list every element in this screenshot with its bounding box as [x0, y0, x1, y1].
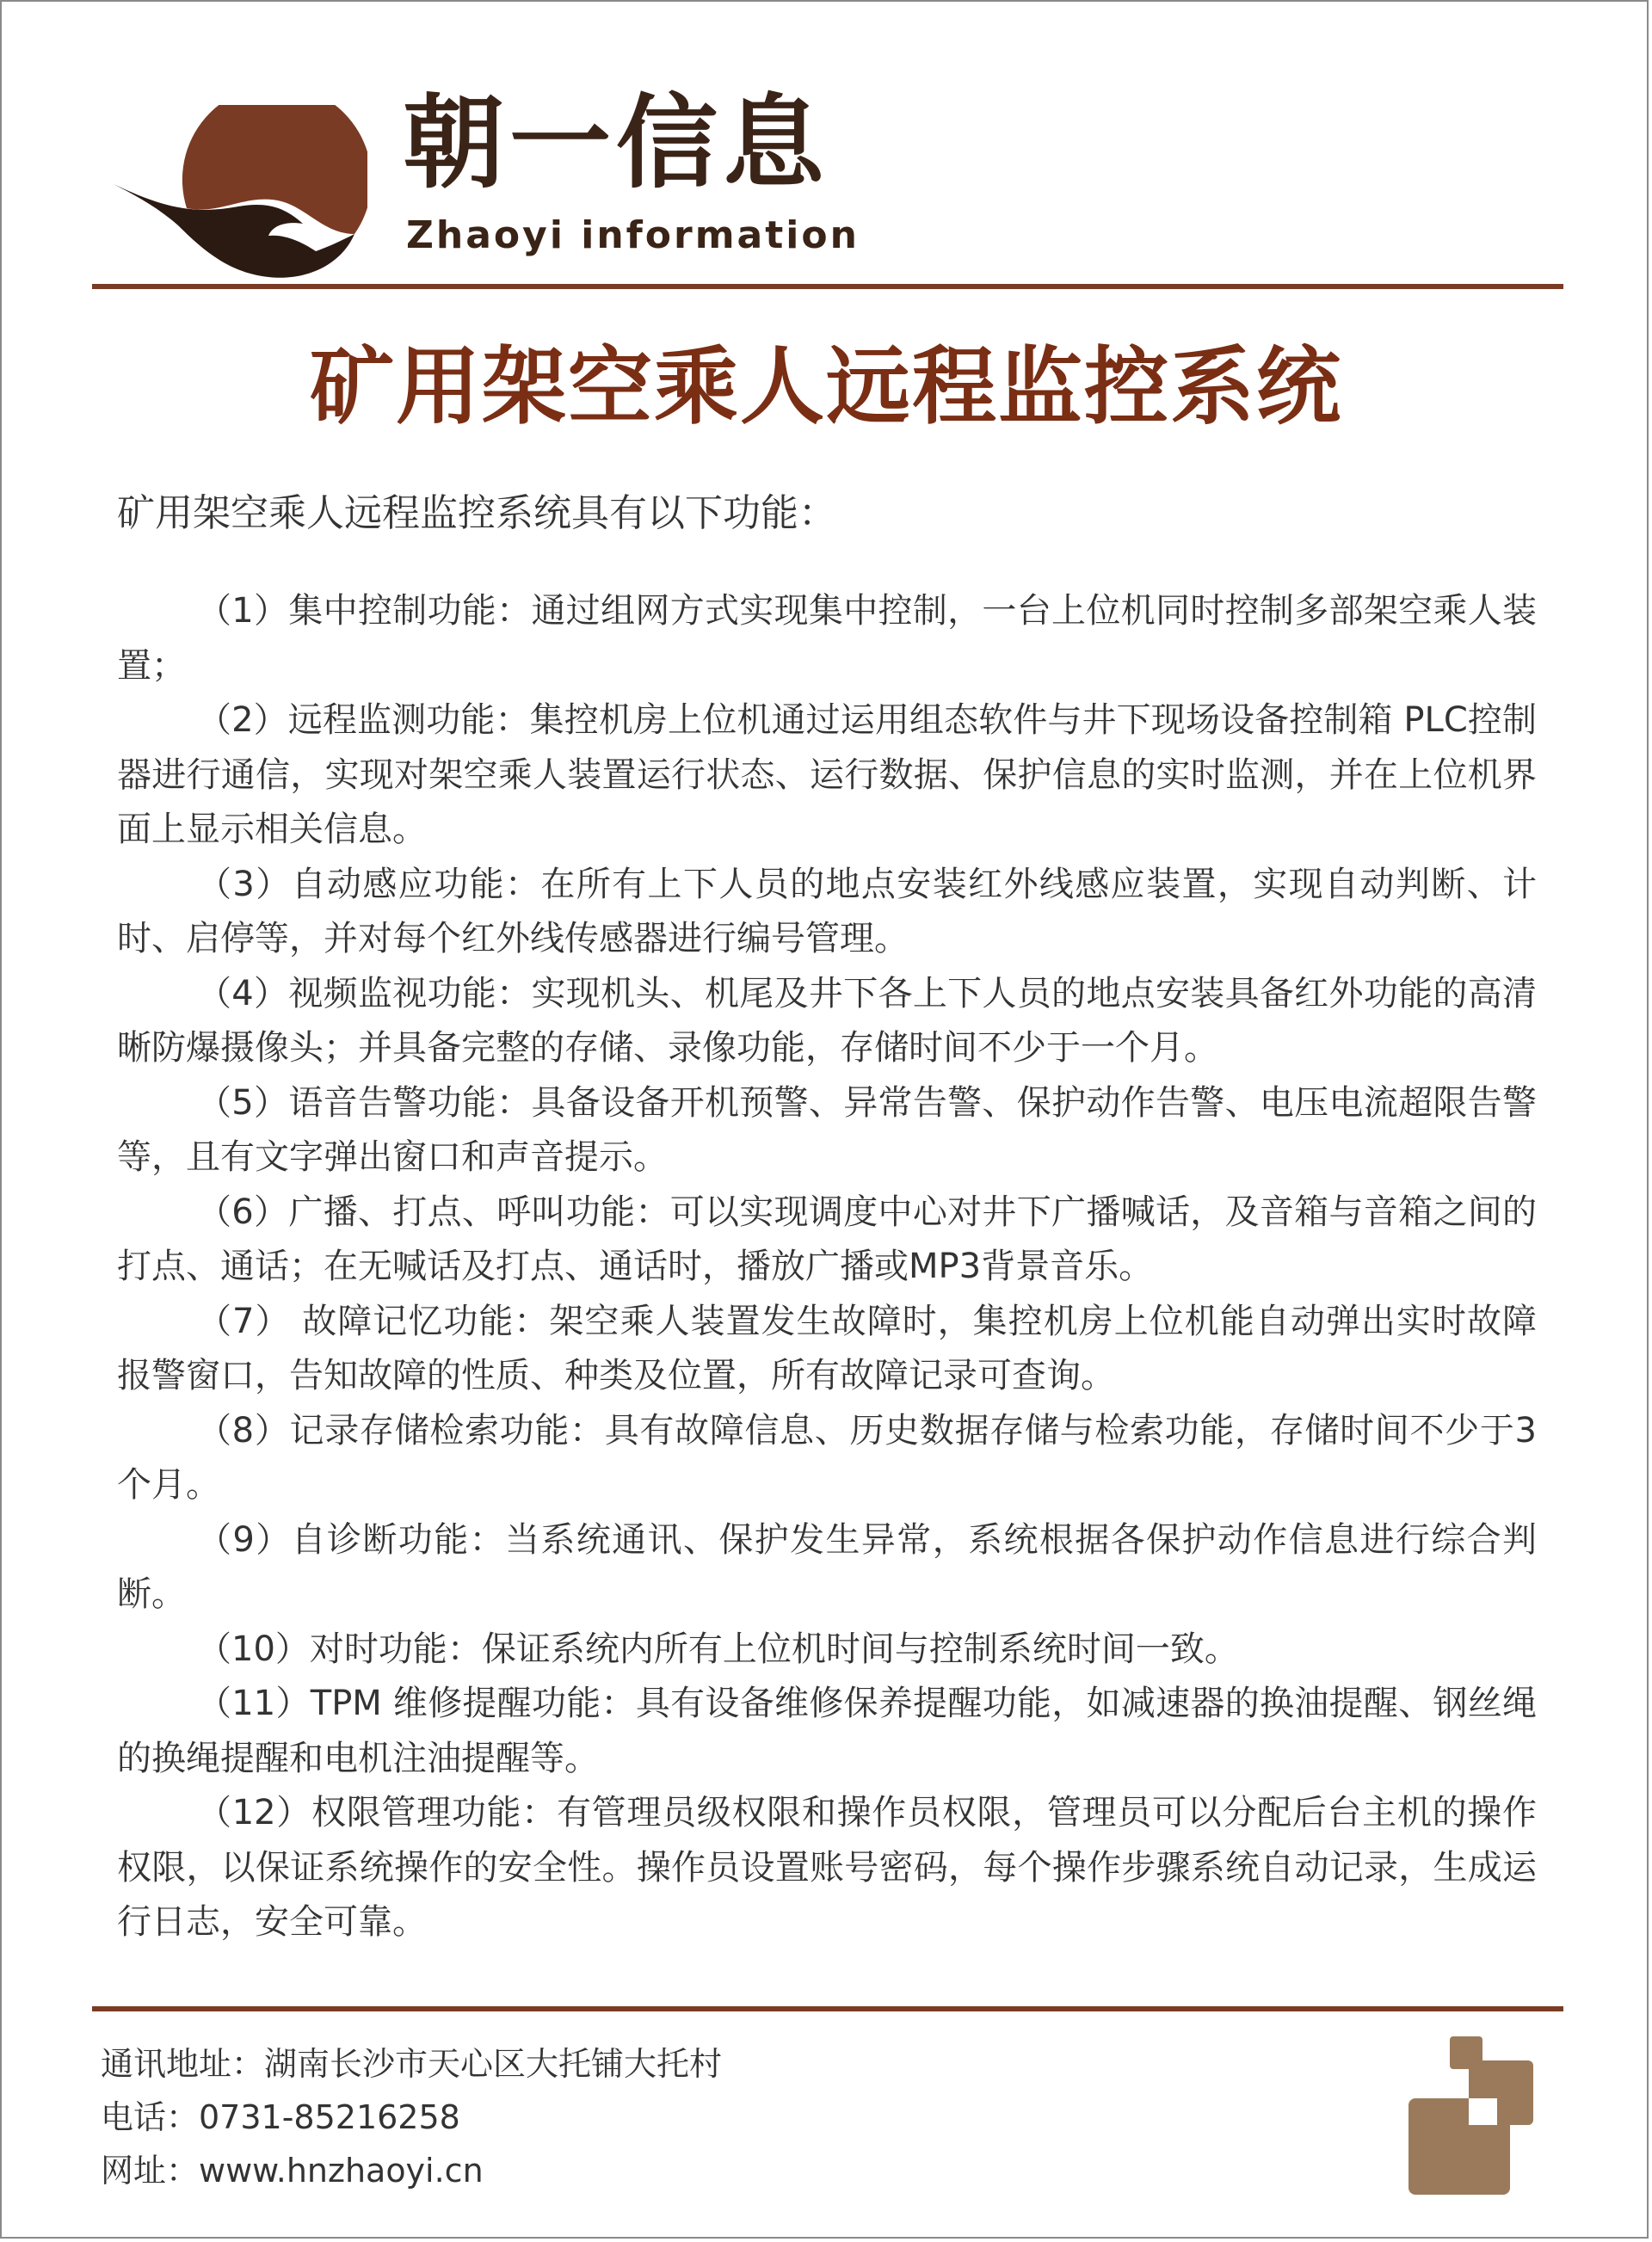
feature-item: （5）语音告警功能：具备设备开机预警、异常告警、保护动作告警、电压电流超限告警等，且有文字弹出窗口和声音提示。 — [117, 1082, 1537, 1177]
contact-info — [101, 2037, 722, 2197]
brand-name-en: Zhaoyi information — [406, 213, 860, 257]
contact-phone: 电话：0731-85216258 — [101, 2098, 460, 2136]
feature-item: （11）TPM 维修提醒功能：具有设备维修保养提醒功能，如减速器的换油提醒、钢丝绳的换绳提醒和电机注油提醒等。 — [117, 1684, 1537, 1778]
feature-item: （9）自诊断功能：当系统通讯、保护发生异常，系统根据各保护动作信息进行综合判断。 — [117, 1519, 1537, 1614]
intro-text: 矿用架空乘人远程监控系统具有以下功能： — [117, 491, 836, 535]
feature-item: （6）广播、打点、呼叫功能：可以实现调度中心对井下广播喊话，及音箱与音箱之间的打点、通话；在无喊话及打点、通话时，播放广播或MP3背景音乐。 — [117, 1192, 1537, 1286]
feature-item: （7） 故障记忆功能：架空乘人装置发生故障时，集控机房上位机能自动弹出实时故障报警窗口，告知故障的性质、种类及位置，所有故障记录可查询。 — [117, 1301, 1537, 1395]
feature-item: （2）远程监测功能：集控机房上位机通过运用组态软件与井下现场设备控制箱 PLC控制器进行通信，实现对架空乘人装置运行状态、运行数据、保护信息的实时监测，并在上位机界面上显示相关信息。 — [117, 700, 1537, 849]
sun-wave-logo-icon — [109, 105, 367, 286]
stacked-squares-icon — [1409, 2036, 1546, 2196]
footer-divider — [92, 2006, 1563, 2011]
feature-item: （10）对时功能：保证系统内所有上位机时间与控制系统时间一致。 — [197, 1629, 1239, 1669]
feature-item: （12）权限管理功能：有管理员级权限和操作员权限，管理员可以分配后台主机的操作权限，以保证系统操作的安全性。操作员设置账号密码，每个操作步骤系统自动记录，生成运行日志，安全可靠。 — [117, 1793, 1537, 1942]
feature-list — [117, 584, 1537, 1950]
header-divider — [92, 284, 1563, 289]
contact-website: 网址：www.hnzhaoyi.cn — [101, 2152, 484, 2190]
feature-item: （4）视频监视功能：实现机头、机尾及井下各上下人员的地点安装具备红外功能的高清晰防爆摄像头；并具备完整的存储、录像功能，存储时间不少于一个月。 — [117, 973, 1537, 1068]
feature-item: （1）集中控制功能：通过组网方式实现集中控制，一台上位机同时控制多部架空乘人装置； — [117, 591, 1537, 686]
brand-name-cn: 朝一信息 — [403, 83, 830, 202]
feature-item: （8）记录存储检索功能：具有故障信息、历史数据存储与检索功能，存储时间不少于3个月。 — [117, 1410, 1537, 1505]
page-title: 矿用架空乘人远程监控系统 — [309, 338, 1342, 436]
feature-item: （3）自动感应功能：在所有上下人员的地点安装红外线感应装置，实现自动判断、计时、启停等，并对每个红外线传感器进行编号管理。 — [117, 864, 1537, 958]
contact-address: 通讯地址：湖南长沙市天心区大托铺大托村 — [101, 2045, 723, 2083]
